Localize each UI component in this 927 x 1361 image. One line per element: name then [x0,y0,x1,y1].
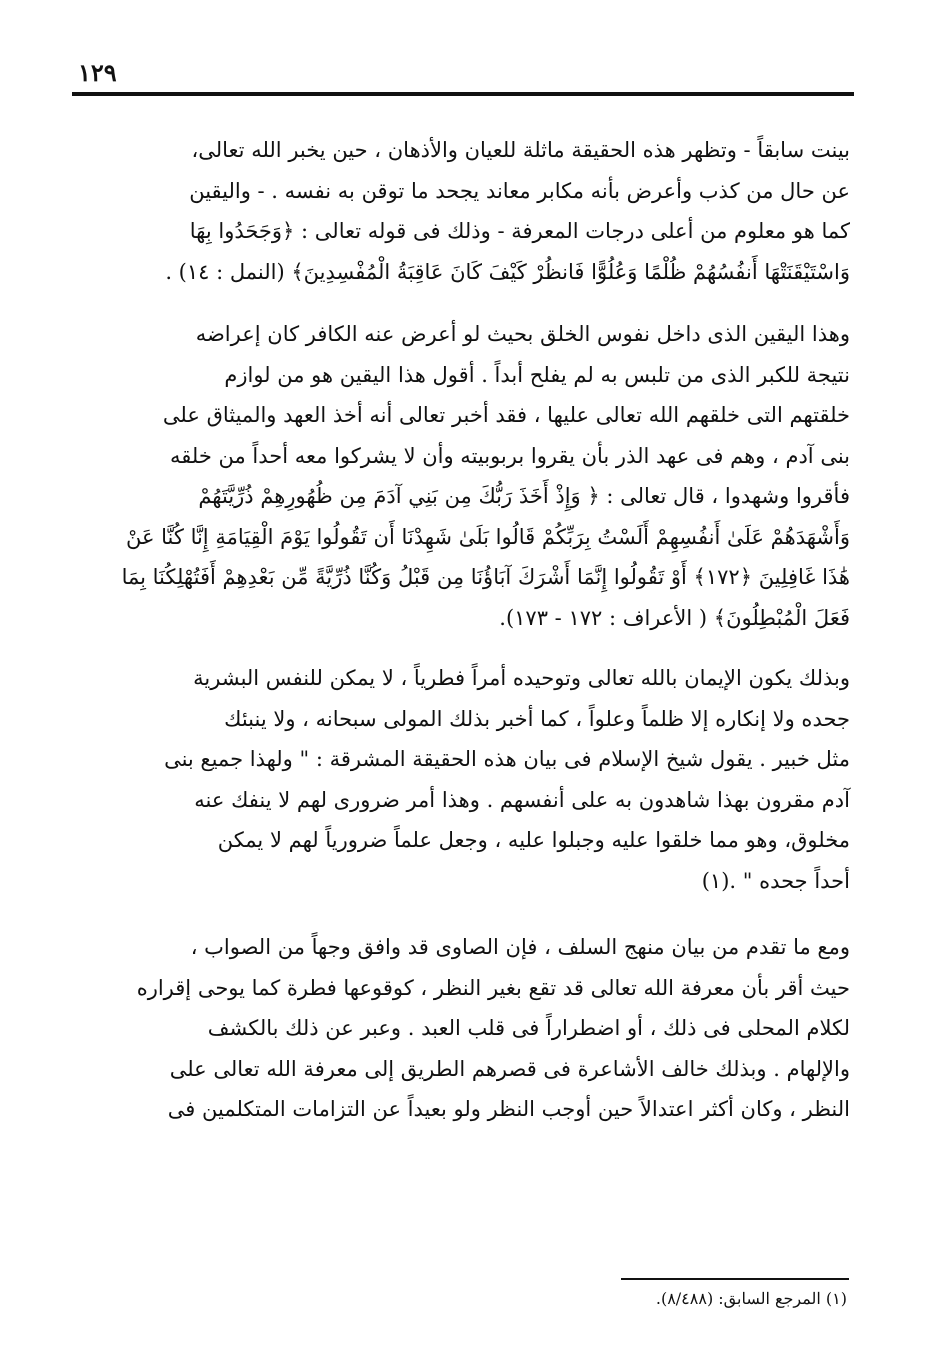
main-text [78,130,850,1154]
page-number: ١٢٩ [78,58,117,87]
paragraph: ومع ما تقدم من بيان منهج السلف ، فإن الصاوى قد وافق وجهاً من الصواب ، حيث أقر بأن معرفة الله تعالى قد تقع بغير النظر ، كوقوعها فطرة كما يوحى إقراره لكلام المحلى فى ذلك ، أو اضطراراً فى قلب العبد . وعبر عن ذلك بالكشف والإلهام . وبذلك خالف الأشاعرة فى قصرهم الطريق إلى معرفة الله تعالى على النظر ، وكان أكثر اعتدالاً حين أوجب النظر ولو بعيداً عن التزامات المتكلمين فى [136,935,850,1121]
paragraph: بينت سابقاً - وتظهر هذه الحقيقة ماثلة للعيان والأذهان ، حين يخبر الله تعالى، عن حال من كذب وأعرض بأنه مكابر معاند يجحد ما توقن به نفسه . - واليقين كما هو معلوم من أعلى درجات المعرفة - وذلك فى قوله تعالى : ﴿وَجَحَدُوا بِهَا وَاسْتَيْقَنَتْهَا أَنفُسُهُمْ ظُلْمًا وَعُلُوًّا فَانظُرْ كَيْفَ كَانَ عَاقِبَةُ الْمُفْسِدِينَ﴾ (النمل : ١٤) . [165,138,850,284]
footnote: (١) المرجع السابق: (٨/٤٨٨). [655,1289,847,1308]
paragraph: وهذا اليقين الذى داخل نفوس الخلق بحيث لو أعرض عنه الكافر كان إعراضه نتيجة للكبر الذى من تلبس به لم يفلح أبداً . أقول هذا اليقين هو من لوازم خلقتهم التى خلقهم الله تعالى عليها ، فقد أخبر تعالى أنه أخذ العهد والميثاق على بنى آدم ، وهم فى عهد الذر بأن يقروا بربوبيته وأن لا يشركوا معه أحداً من خلقه فأقروا وشهدوا ، قال تعالى : ﴿ وَإِذْ أَخَذَ رَبُّكَ مِن بَنِي آدَمَ مِن ظُهُورِهِمْ ذُرِّيَّتَهُمْ وَأَشْهَدَهُمْ عَلَىٰ أَنفُسِهِمْ أَلَسْتُ بِرَبِّكُمْ قَالُوا بَلَىٰ شَهِدْنَا أَن تَقُولُوا يَوْمَ الْقِيَامَةِ إِنَّا كُنَّا عَنْ هَٰذَا غَافِلِينَ ﴿١٧٢﴾ أَوْ تَقُولُوا إِنَّمَا أَشْرَكَ آبَاؤُنَا مِن قَبْلُ وَكُنَّا ذُرِّيَّةً مِّن بَعْدِهِمْ أَفَتُهْلِكُنَا بِمَا فَعَلَ الْمُبْطِلُونَ﴾ ( الأعراف : ١٧٢ - ١٧٣). [121,322,850,630]
footnote-rule [621,1278,849,1280]
header-rule [72,92,854,96]
paragraph: وبذلك يكون الإيمان بالله تعالى وتوحيده أمراً فطرياً ، لا يمكن للنفس البشرية جحده ولا إنكاره إلا ظلماً وعلواً ، كما أخبر بذلك المولى سبحانه ، ولا ينبئك مثل خبير . يقول شيخ الإسلام فى بيان هذه الحقيقة المشرقة : " ولهذا جميع بنى آدم مقرون بهذا شاهدون به على أنفسهم . وهذا أمر ضرورى لهم لا ينفك عنه مخلوق، وهو مما خلقوا عليه وجبلوا عليه ، وجعل علماً ضرورياً لهم لا يمكن أحداً جحده " .(١) [164,666,850,893]
